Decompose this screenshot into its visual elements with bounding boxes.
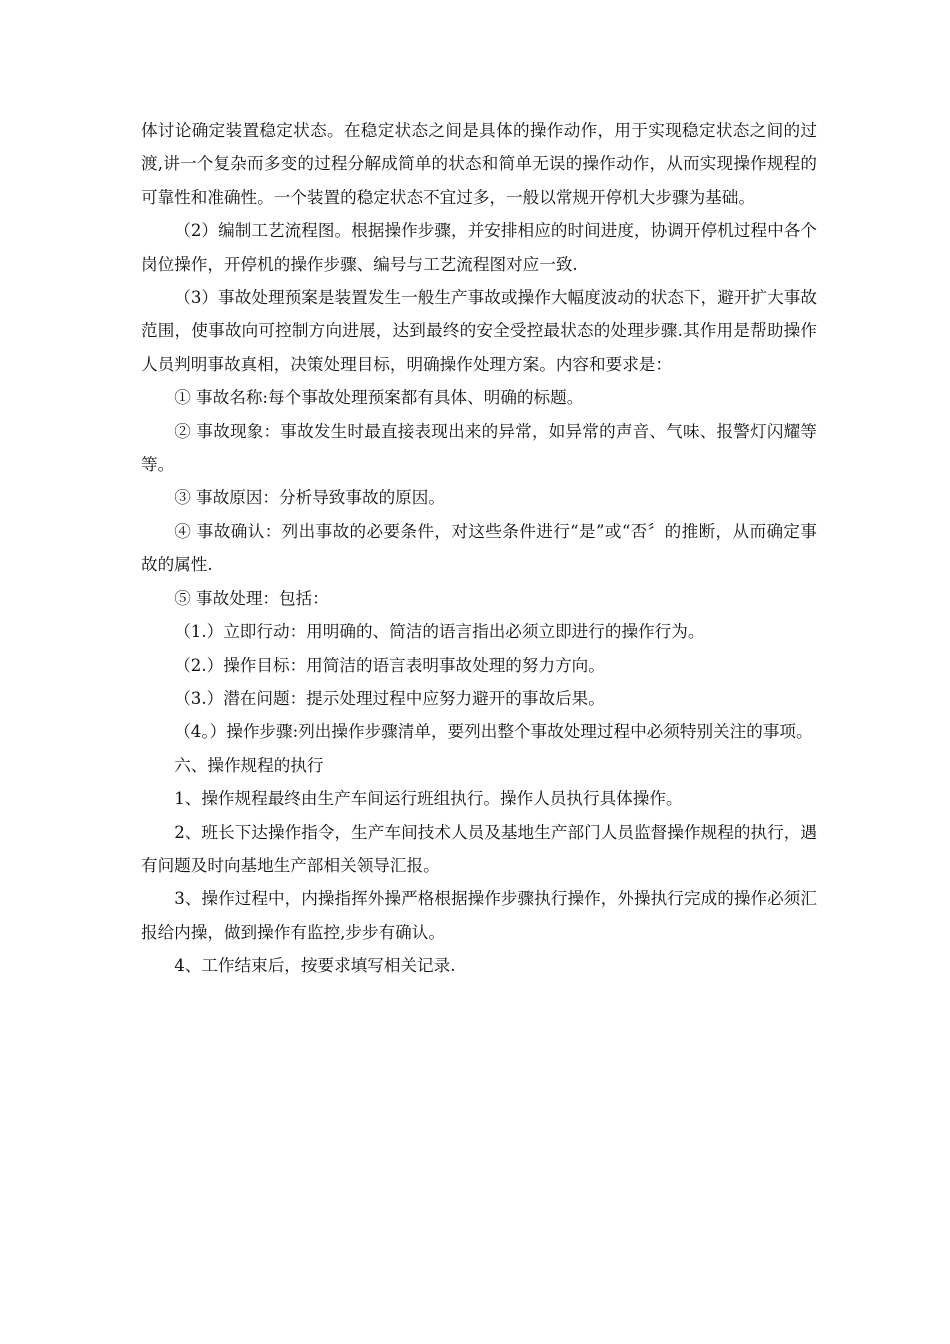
execution-item-2: 2、班长下达操作指令，生产车间技术人员及基地生产部门人员监督操作规程的执行，遇有问题及时向基地生产部相关领导汇报。	[141, 822, 817, 875]
list-item-incident-name: ① 事故名称:每个事故处理预案都有具体、明确的标题。	[174, 388, 584, 408]
paragraph-process-flow: （2）编制工艺流程图。根据操作步骤，并安排相应的时间进度，协调开停机过程中各个岗位操作，开停机的操作步骤、编号与工艺流程图对应一致.	[141, 221, 817, 274]
list-item-incident-confirmation: ④ 事故确认：列出事故的必要条件，对这些条件进行“是”或“否〞的推断，从而确定事故的属性.	[141, 521, 817, 575]
paragraph-incident-plan: （3）事故处理预案是装置发生一般生产事故或操作大幅度波动的状态下，避开扩大事故范围，使事故向可控制方向进展，达到最终的安全受控最状态的处理步骤.其作用是帮助操作人员判明事故真相，决策处理目标，明确操作处理方案。内容和要求是：	[141, 288, 817, 374]
paragraph-continuation: 体讨论确定装置稳定状态。在稳定状态之间是具体的操作动作，用于实现稳定状态之间的过渡,讲一个复杂而多变的过程分解成简单的状态和简单无误的操作动作，从而实现操作规程的可靠性和准确性。一个装置的稳定状态不宜过多，一般以常规开停机大步骤为基础。	[141, 121, 817, 207]
document-body	[141, 114, 817, 983]
sub-item-potential-problems: （3.）潜在问题：提示处理过程中应努力避开的事故后果。	[174, 688, 605, 708]
sub-item-immediate-action: （1.）立即行动：用明确的、简洁的语言指出必须立即进行的操作行为。	[174, 622, 705, 642]
sub-item-operation-steps: （4。）操作步骤:列出操作步骤清单，要列出整个事故处理过程中必须特别关注的事项。	[174, 722, 813, 742]
execution-item-4: 4、工作结束后，按要求填写相关记录.	[174, 956, 456, 976]
section-heading-execution: 六、操作规程的执行	[174, 755, 324, 775]
execution-item-3: 3、操作过程中，内操指挥外操严格根据操作步骤执行操作，外操执行完成的操作必须汇报给内操，做到操作有监控,步步有确认。	[141, 889, 817, 942]
execution-item-1: 1、操作规程最终由生产车间运行班组执行。操作人员执行具体操作。	[174, 789, 683, 809]
list-item-incident-cause: ③ 事故原因：分析导致事故的原因。	[174, 488, 445, 508]
list-item-incident-symptoms: ② 事故现象：事故发生时最直接表现出来的异常，如异常的声音、气味、报警灯闪耀等等。	[141, 421, 817, 475]
list-item-incident-handling: ⑤ 事故处理：包括：	[174, 588, 329, 608]
sub-item-operation-goal: （2.）操作目标：用简洁的语言表明事故处理的努力方向。	[174, 655, 605, 675]
